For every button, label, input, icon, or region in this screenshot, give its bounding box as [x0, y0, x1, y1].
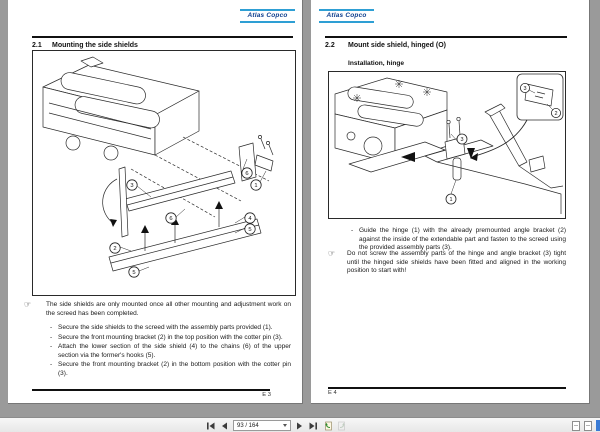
callout-2: 2 — [113, 246, 117, 252]
section-heading — [32, 42, 138, 49]
section-title: Mount side shield, hinged (O) — [348, 42, 446, 49]
first-page-button[interactable] — [205, 420, 216, 431]
next-page-button[interactable] — [294, 420, 305, 431]
atlas-copco-logo — [319, 9, 374, 23]
list-item: - Guide the hinge (1) with the already premounted angle bracket (2) against the inside of the extendable part and fasten to the screed using the provided assembly parts (3). — [351, 227, 566, 252]
page-number: E 3 — [262, 392, 271, 398]
pointing-hand-icon: ☞ — [328, 249, 336, 258]
inset-callout-2: 2 — [554, 111, 558, 117]
note-text: Do not screw the assembly parts of the hinge and angle bracket (3) tight until the hinged side shields have been fitted and aligned in the working position to start with! — [347, 250, 566, 275]
atlas-copco-logo — [240, 9, 295, 23]
page-number: E 4 — [328, 390, 337, 396]
section-number: 2.2 — [325, 42, 335, 49]
previous-view-button[interactable] — [322, 420, 333, 431]
list-item: - Attach the lower section of the side shield (4) to the chains (6) of the upper section via the former's hooks (5). — [50, 343, 291, 359]
inset-callout-3: 3 — [523, 86, 527, 92]
page-number-value: 93 / 164 — [237, 422, 259, 429]
logo-text: Atlas Copco — [326, 12, 367, 19]
viewer-toolbar — [0, 417, 600, 432]
continuous-view-icon[interactable] — [584, 421, 592, 431]
single-page-view-icon[interactable] — [572, 421, 580, 431]
page-navigation — [205, 420, 347, 431]
note-paragraph — [24, 301, 291, 318]
note-paragraph — [328, 250, 566, 276]
last-page-button[interactable] — [308, 420, 319, 431]
selected-view-icon[interactable] — [596, 420, 600, 431]
chevron-down-icon[interactable] — [283, 424, 287, 427]
pointing-hand-icon: ☞ — [24, 300, 32, 309]
figure-installation-hinge — [328, 71, 566, 219]
list-item: - Secure the front mounting bracket (2) in the bottom position with the cotter pin (3). — [50, 361, 291, 377]
manual-page-right — [311, 0, 590, 404]
list-item: - Secure the front mounting bracket (2) in the top position with the cotter pin (3). — [50, 333, 283, 341]
list-item: - Secure the side shields to the screed with the assembly parts provided (1). — [50, 324, 273, 331]
exploded-view-drawing — [33, 51, 295, 295]
manual-page-left — [8, 0, 303, 404]
header-rule — [325, 36, 567, 38]
logo-text: Atlas Copco — [247, 12, 288, 19]
callout-1: 1 — [449, 197, 453, 203]
note-text: The side shields are only mounted once all other mounting and adjustment work on the screed has been completed. — [46, 301, 291, 317]
instruction-list — [50, 324, 291, 379]
footer-rule — [32, 389, 270, 391]
callout-4: 4 — [248, 216, 252, 222]
figure-caption: Installation, hinge — [348, 60, 405, 67]
section-title: Mounting the side shields — [52, 42, 138, 49]
callout-6: 6 — [245, 171, 249, 177]
callout-6b: 6 — [169, 216, 173, 222]
callout-3: 3 — [130, 183, 134, 189]
header-rule — [32, 36, 293, 38]
section-heading — [325, 42, 446, 49]
previous-page-button[interactable] — [219, 420, 230, 431]
page-layout-controls — [572, 420, 600, 431]
hinge-installation-drawing — [329, 72, 565, 218]
page-number-input[interactable] — [233, 420, 291, 431]
next-view-button[interactable] — [336, 420, 347, 431]
callout-5b: 5 — [132, 270, 136, 276]
callout-3: 3 — [460, 137, 464, 143]
footer-rule — [328, 387, 566, 389]
section-number: 2.1 — [32, 42, 42, 49]
callout-5: 5 — [248, 227, 252, 233]
callout-1: 1 — [254, 183, 258, 189]
figure-mounting-side-shields — [32, 50, 296, 296]
